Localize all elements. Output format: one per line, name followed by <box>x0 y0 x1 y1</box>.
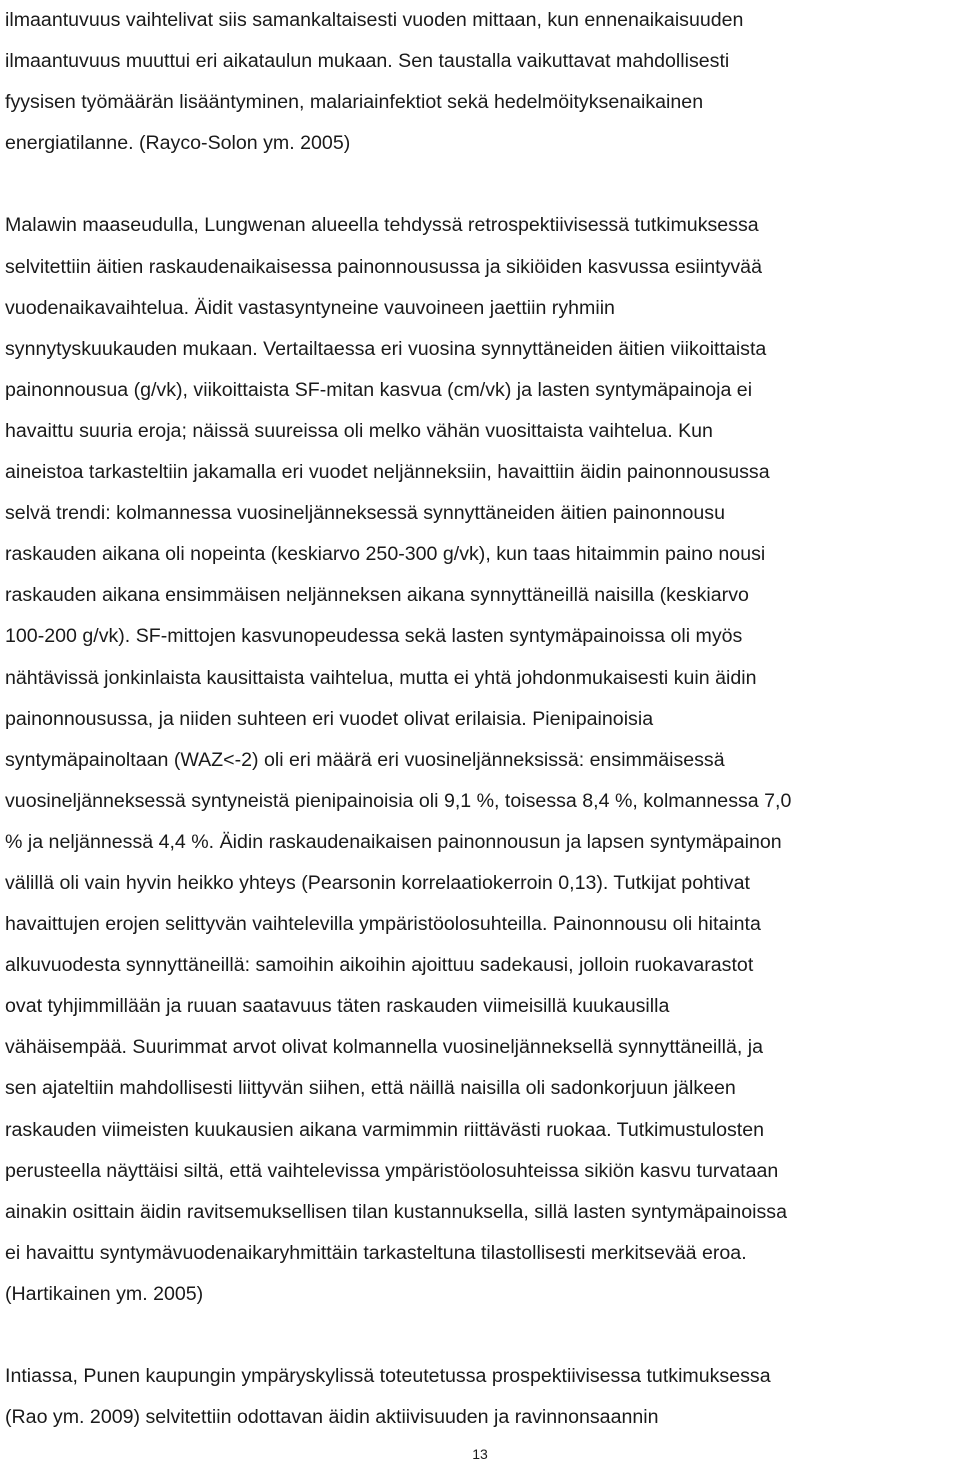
text-line: selvitettiin äitien raskaudenaikaisessa painonnousussa ja sikiöiden kasvussa esiintyvää <box>5 255 762 278</box>
text-line: ei havaittu syntymävuodenaikaryhmittäin tarkasteltuna tilastollisesti merkitsevää eroa. <box>5 1241 747 1264</box>
paragraph-malawi-study <box>5 205 957 1315</box>
text-line: perusteella näyttäisi siltä, että vaihtelevissa ympäristöolosuhteissa sikiön kasvu turvataan <box>5 1159 779 1182</box>
paragraph-gap <box>5 164 957 205</box>
text-line: raskauden aikana ensimmäisen neljänneksen aikana synnyttäneillä naisilla (keskiarvo <box>5 584 749 607</box>
text-line: raskauden viimeisten kuukausien aikana varmimmin riittävästi ruokaa. Tutkimustulosten <box>5 1118 765 1141</box>
text-line: välillä oli vain hyvin heikko yhteys (Pearsonin korrelaatiokerroin 0,13). Tutkijat pohtivat <box>5 871 750 894</box>
text-line: Intiassa, Punen kaupungin ympäryskylissä toteutetussa prospektiivisessa tutkimuksessa <box>5 1365 771 1388</box>
text-line: (Rao ym. 2009) selvitettiin odottavan äidin aktiivisuuden ja ravinnonsaannin <box>5 1406 659 1429</box>
paragraph-india-study <box>5 1356 957 1438</box>
text-line: synnytyskuukauden mukaan. Vertailtaessa eri vuosina synnyttäneiden äitien viikoittaista <box>5 337 767 360</box>
text-line: raskauden aikana oli nopeinta (keskiarvo 250-300 g/vk), kun taas hitaimmin paino nousi <box>5 543 766 566</box>
text-line: vuodenaikavaihtelua. Äidit vastasyntyneine vauvoineen jaettiin ryhmiin <box>5 296 615 319</box>
text-line: ilmaantuvuus vaihtelivat siis samankaltaisesti vuoden mittaan, kun ennenaikaisuuden <box>5 9 744 31</box>
text-line: painonnousussa, ja niiden suhteen eri vuodet olivat erilaisia. Pienipainoisia <box>5 707 654 730</box>
text-line: % ja neljännessä 4,4 %. Äidin raskaudenaikaisen painonnousun ja lapsen syntymäpainon <box>5 830 782 853</box>
text-line: 100-200 g/vk). SF-mittojen kasvunopeudessa sekä lasten syntymäpainoissa oli myös <box>5 625 743 648</box>
text-line: Malawin maaseudulla, Lungwenan alueella tehdyssä retrospektiivisessä tutkimuksessa <box>5 214 759 237</box>
text-line: vähäisempää. Suurimmat arvot olivat kolmannella vuosineljänneksellä synnyttäneillä, ja <box>5 1036 764 1059</box>
text-line: vuosineljänneksessä syntyneistä pienipainoisia oli 9,1 %, toisessa 8,4 %, kolmannessa 7,0 <box>5 789 792 812</box>
text-line: alkuvuodesta synnyttäneillä: samoihin aikoihin ajoittuu sadekausi, jolloin ruokavarastot <box>5 954 754 977</box>
text-line: ilmaantuvuus muuttui eri aikataulun mukaan. Sen taustalla vaikuttavat mahdollisesti <box>5 50 730 73</box>
text-line: aineistoa tarkasteltiin jakamalla eri vuodet neljänneksiin, havaittiin äidin painonnousussa <box>5 461 770 484</box>
text-line: havaittujen erojen selittyvän vaihtelevilla ympäristöolosuhteilla. Painonnousu oli hitainta <box>5 913 761 936</box>
document-page <box>5 0 957 1438</box>
text-line: ainakin osittain äidin ravitsemuksellisen tilan kustannuksella, sillä lasten syntymäpainoissa <box>5 1200 787 1223</box>
text-line: (Hartikainen ym. 2005) <box>5 1282 204 1305</box>
paragraph-gap <box>5 1315 957 1356</box>
text-line: syntymäpainoltaan (WAZ<-2) oli eri määrä eri vuosineljänneksissä: ensimmäisessä <box>5 748 725 771</box>
text-line: nähtävissä jonkinlaista kausittaista vaihtelua, mutta ei yhtä johdonmukaisesti kuin äidin <box>5 666 757 689</box>
text-line: painonnousua (g/vk), viikoittaista SF-mitan kasvua (cm/vk) ja lasten syntymäpainoja ei <box>5 378 753 401</box>
text-line: fyysisen työmäärän lisääntyminen, malariainfektiot sekä hedelmöityksenaikainen <box>5 91 704 114</box>
paragraph-seasonal-incidence <box>5 0 957 164</box>
page-number: 13 <box>472 1446 488 1462</box>
text-line: sen ajateltiin mahdollisesti liittyvän siihen, että näillä naisilla oli sadonkorjuun jälkeen <box>5 1077 736 1100</box>
text-line: ovat tyhjimmillään ja ruuan saatavuus täten raskauden viimeisillä kuukausilla <box>5 995 670 1018</box>
text-line: selvä trendi: kolmannessa vuosineljänneksessä synnyttäneiden äitien painonnousu <box>5 502 725 525</box>
text-line: energiatilanne. (Rayco-Solon ym. 2005) <box>5 132 351 155</box>
text-line: havaittu suuria eroja; näissä suureissa oli melko vähän vuosittaista vaihtelua. Kun <box>5 419 713 442</box>
